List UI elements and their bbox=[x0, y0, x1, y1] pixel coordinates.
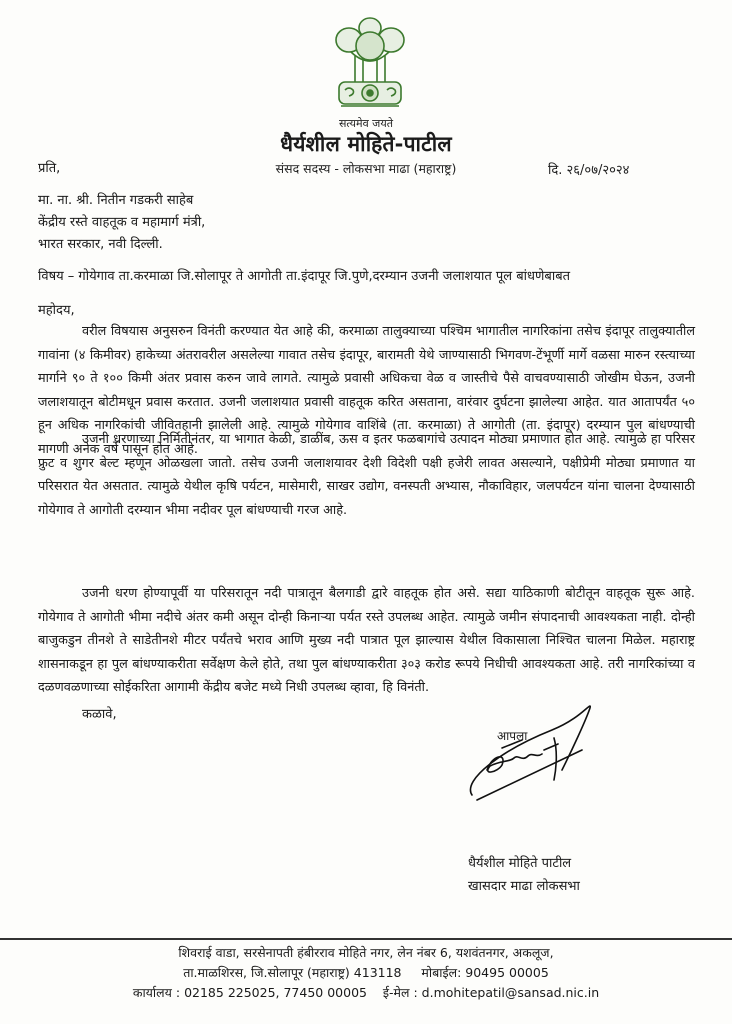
body-paragraph: वरील विषयास अनुसरुन विनंती करण्यात येत आहे की, करमाळा तालुक्याच्या पश्चिम भागातील नागरिकांना तसेच इंदापूर तालुक्यातील गावांना (४ किमीवर) हाकेच्या अंतरावरील असलेल्या गावात तसेच इंदापूर, बारामती येथे जाण्यासाठी भिगवण-टेंभूर्णी मार्गे वळसा मारुन रस्त्याच्या मार्गाने ९० ते १०० किमी अंतर प्रवास करुन जावे लागते. त्यामुळे प्रवासी अधिकचा वेळ व जास्तीचे पैसे वाचवण्यासाठी जोखीम घेऊन, उजनी जलाशयातून बोटीमधून प्रवास करतात. उजनी जलाशयात प्रवासी वाहतूक करित असताना, वारंवार दुर्घटना झालेल्या आहेत. यात आतापर्यंत ५० हून अधिक नागरिकांची जीवितहानी झालेली आहे. त्यामुळे गोयेगाव वाशिंबे (ता. करमाळा) ते आगोती (ता. इंदापूर) दरम्यान पुल बांधण्याची मागणी अनेक वर्षे पासून होत आहे. bbox=[38, 324, 695, 457]
salutation: महोदय, bbox=[38, 303, 75, 318]
footer-divider bbox=[0, 938, 732, 940]
body-paragraph: उजनी धरणाच्या निर्मितीनंतर, या भागात केळी, डाळींब, ऊस व इतर फळबागांचे उत्पादन मोठ्या प्रमाणात होत आहे. त्यामुळे हा परिसर फ्रुट व शुगर बेल्ट म्हणून ओळखला जातो. तसेच उजनी जलाशयावर देशी विदेशी पक्षी हजेरी लावत असल्याने, पक्षीप्रेमी मोठ्या प्रमाणात या परिसरात येत असतात. त्यामुळे येथील कृषि पर्यटन, मासेमारी, साखर उद्योग, वनस्पती अभ्यास, नौकाविहार, जलपर्यटन यांना चालना देण्यासाठी गोयेगाव ते आगोती दरम्यान भीमा नदीवर पूल बांधण्याची गरज आहे. bbox=[38, 432, 695, 518]
letter-subject: विषय – गोयेगाव ता.करमाळा जि.सोलापूर ते आगोती ता.इंदापूर जि.पुणे,दरम्यान उजनी जलाशयात पूल बांधणेबाबत bbox=[38, 269, 571, 284]
footer-address: ता.माळशिरस, जि.सोलापूर (महाराष्ट्र) 413118 bbox=[183, 965, 402, 980]
email-address[interactable]: d.mohitepatil@sansad.nic.in bbox=[421, 985, 600, 1000]
footer-address-line1: शिवराई वाडा, सरसेनापती हंबीरराव मोहिते नगर, लेन नंबर 6, यशवंतनगर, अकलूज, bbox=[178, 945, 554, 960]
letterhead-name: धैर्यशील मोहिते-पाटील bbox=[280, 132, 452, 156]
letterhead-designation: संसद सदस्य - लोकसभा माढा (महाराष्ट्र) bbox=[275, 161, 457, 176]
emblem-motto: सत्यमेव जयते bbox=[338, 117, 393, 130]
recipient-line: भारत सरकार, नवी दिल्ली. bbox=[38, 237, 163, 252]
recipient-prefix: प्रति, bbox=[38, 161, 61, 176]
handwritten-signature-icon bbox=[462, 700, 602, 810]
footer-address-line2 bbox=[0, 964, 732, 981]
recipient-line: केंद्रीय रस्ते वाहतूक व महामार्ग मंत्री, bbox=[38, 215, 206, 230]
recipient-line: मा. ना. श्री. नितीन गडकरी साहेब bbox=[38, 193, 194, 208]
office-phones: 02185 225025, 77450 00005 bbox=[184, 985, 367, 1000]
mobile-number: 90495 00005 bbox=[465, 965, 549, 980]
mobile-label: मोबाईल: bbox=[421, 965, 462, 980]
signatory-name: धैर्यशील मोहिते पाटील bbox=[468, 856, 572, 871]
recipient-address bbox=[38, 190, 205, 256]
office-label: कार्यालय : bbox=[132, 985, 181, 1000]
email-label: ई-मेल : bbox=[382, 985, 418, 1000]
closing: कळावे, bbox=[82, 707, 117, 722]
letter-date: दि. २६/०७/२०२४ bbox=[548, 163, 630, 178]
body-paragraph: उजनी धरण होण्यापूर्वी या परिसरातून नदी पात्रातून बैलगाडी द्वारे वाहतूक होत असे. सद्या याठिकाणी बोटीतून वाहतूक सुरू आहे. गोयेगाव ते आगोती भीमा नदीचे अंतर कमी असून दोन्ही किनाऱ्या पर्यत रस्ते उपलब्ध आहेत. त्यामुळे जमीन संपादनाची आवश्यकता नाही. दोन्ही बाजुकडुन तीनशे ते साडेतीनशे मीटर पर्यंतचे भराव आणि मुख्य नदी पात्रात पूल झाल्यास येथील विकासाला निश्चित चालना मिळेल. महाराष्ट्र शासनाकडून हा पुल बांधण्याकरीता सर्वेक्षण केले होते, तथा पुल बांधण्याकरीता ३०३ करोड रूपये निधीची आवश्यकता आहे. तरी नागरिकांच्या व दळणवळणाच्या सोईकरिता आगामी केंद्रीय बजेट मध्ये निधी उपलब्ध व्हावा, हि विनंती. bbox=[38, 586, 695, 695]
signatory-designation: खासदार माढा लोकसभा bbox=[468, 879, 580, 894]
signoff: आपला bbox=[497, 729, 528, 743]
footer-contact-line bbox=[0, 984, 732, 1001]
ashoka-emblem-icon bbox=[327, 12, 413, 114]
